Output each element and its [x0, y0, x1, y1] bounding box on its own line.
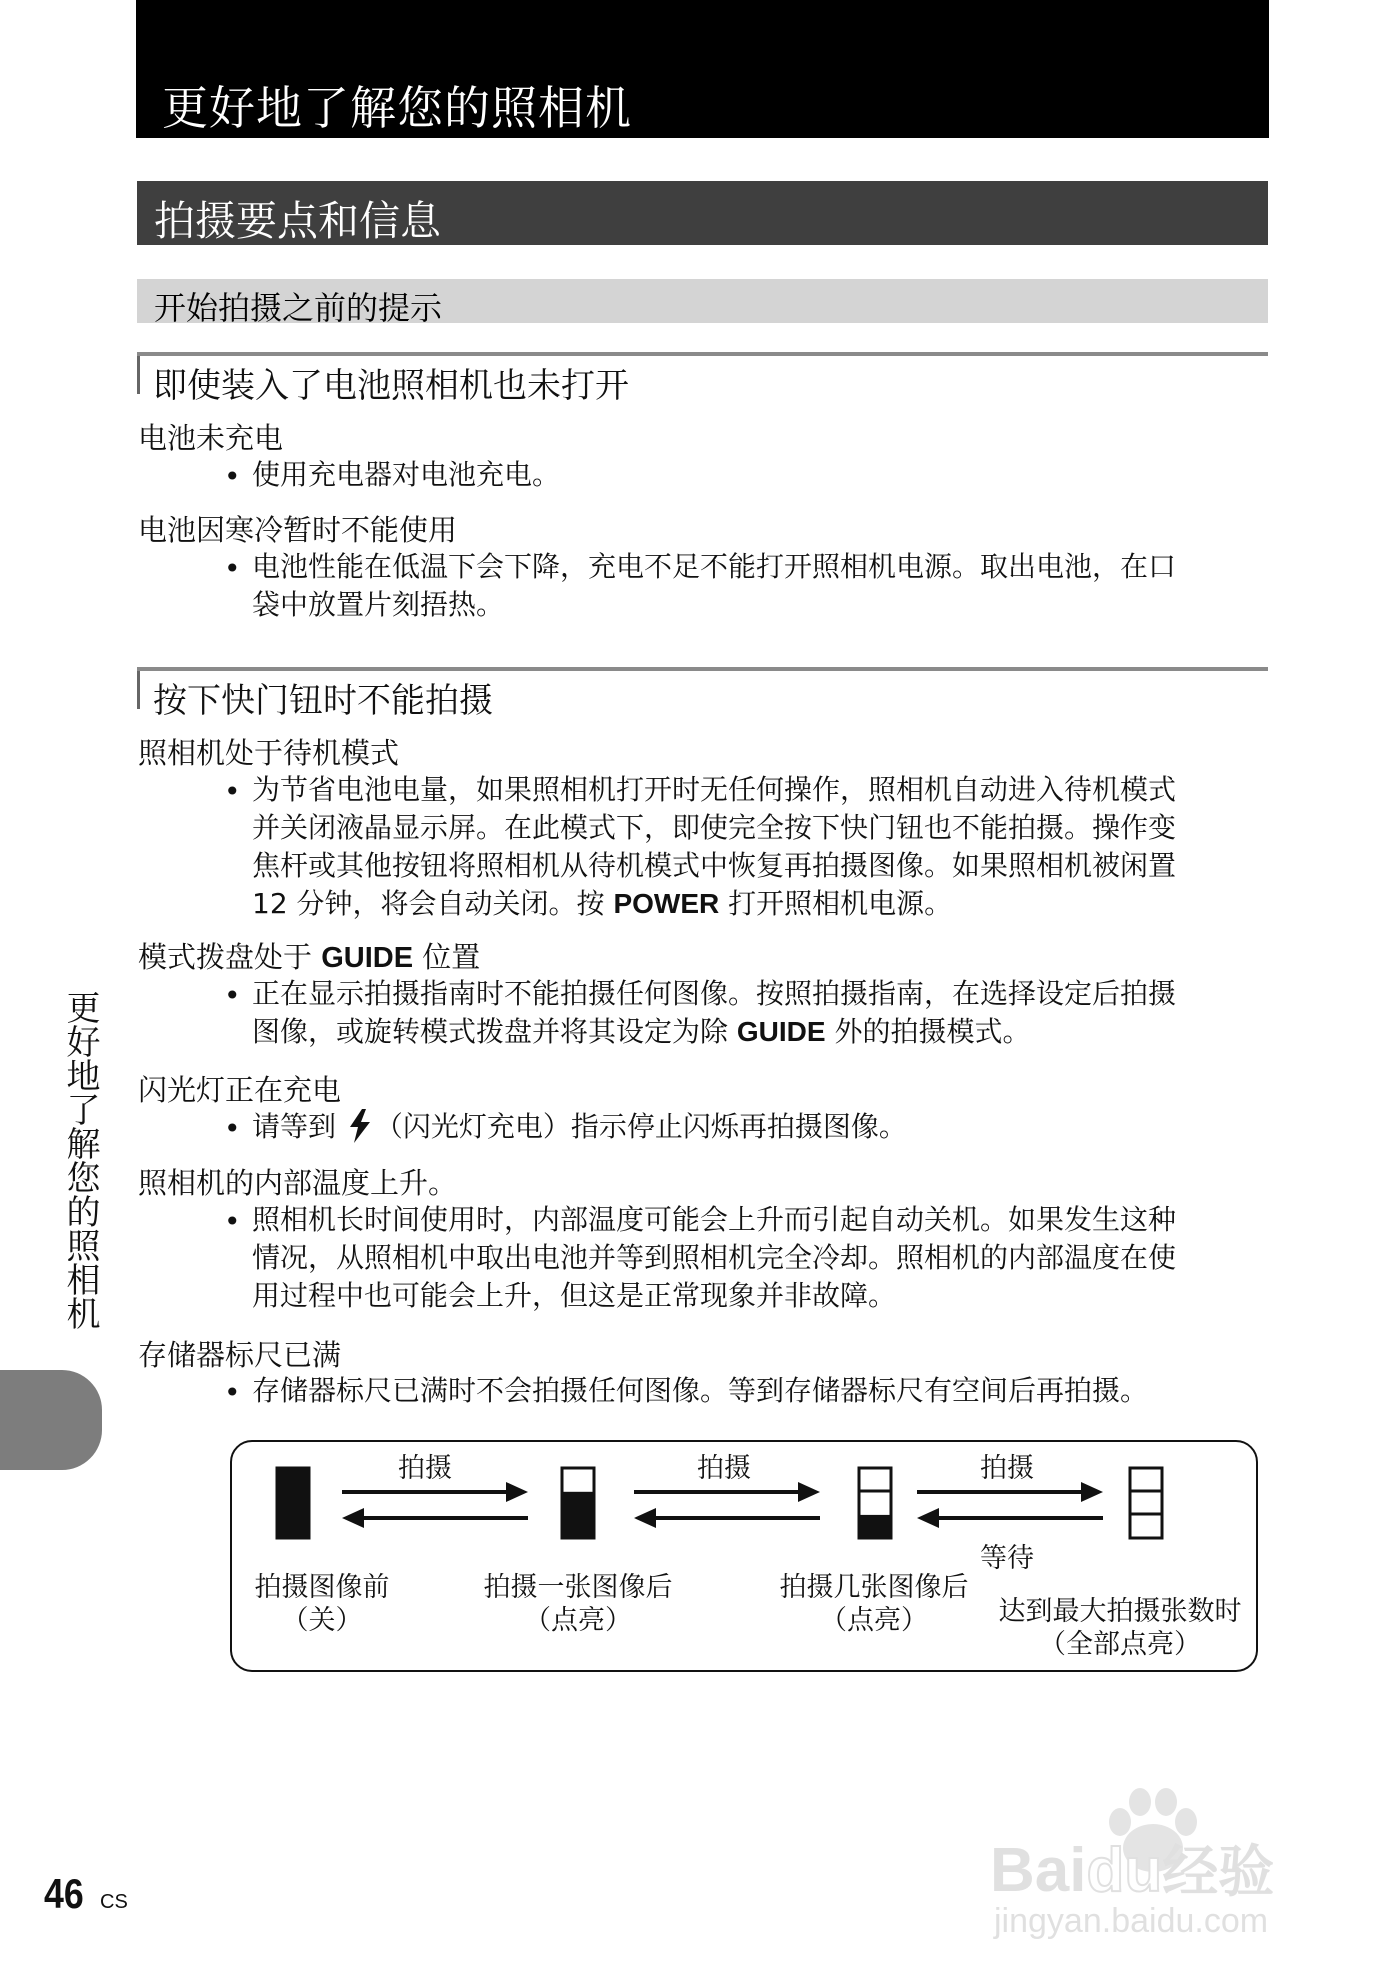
item-heading: 闪光灯正在充电	[138, 1073, 342, 1107]
shoot-arrow-icon	[915, 1478, 1105, 1532]
wait-label: 等待	[980, 1543, 1034, 1574]
memory-gauge-icon	[560, 1466, 596, 1540]
memory-gauge-icon	[275, 1466, 311, 1540]
topic-title: 按下快门钮时不能拍摄	[153, 681, 493, 721]
bullet-text: 请等到 （闪光灯充电）指示停止闪烁再拍摄图像。	[252, 1110, 907, 1143]
state-label: 拍摄图像前	[254, 1572, 390, 1603]
bullet-text: 正在显示拍摄指南时不能拍摄任何图像。按照拍摄指南，在选择设定后拍摄 图像，或旋转模式拨盘并将其设定为除 GUIDE 外的拍摄模式。	[252, 977, 1177, 1048]
item-heading: 存储器标尺已满	[138, 1338, 342, 1372]
chapter-title: 更好地了解您的照相机	[162, 81, 632, 135]
bullet-text: 电池性能在低温下会下降，充电不足不能打开照相机电源。取出电池，在口 袋中放置片刻捂热。	[252, 550, 1177, 621]
arrow-label: 拍摄	[398, 1453, 452, 1484]
page-number: 46	[44, 1870, 84, 1917]
bullet-text: 使用充电器对电池充电。	[252, 458, 561, 491]
bullet-text: 照相机长时间使用时，内部温度可能会上升而引起自动关机。如果发生这种 情况，从照相机中取出电池并等到照相机完全冷却。照相机的内部温度在使 用过程中也可能会上升，但这是正常现象并非故障。	[252, 1203, 1177, 1312]
bullet-dot: •	[224, 460, 241, 493]
state-sublabel: （关）	[281, 1605, 363, 1636]
guide-mode-label: GUIDE	[321, 942, 414, 974]
item-heading: 照相机处于待机模式	[138, 736, 400, 770]
power-button-label: POWER	[613, 888, 720, 919]
guide-mode-label: GUIDE	[736, 1016, 826, 1047]
arrow-label: 拍摄	[697, 1453, 751, 1484]
state-label: 达到最大拍摄张数时	[998, 1596, 1242, 1627]
item-heading: 模式拨盘处于 GUIDE 位置	[138, 940, 481, 974]
bullet-text: 为节省电池电量，如果照相机打开时无任何操作，照相机自动进入待机模式 并关闭液晶显示屏。在此模式下，即使完全按下快门钮也不能拍摄。操作变 焦杆或其他按钮将照相机从待机模式中恢复再拍摄图像。如果照相机被闲置 12 分钟，将会自动关闭。按 POWER 打开照相机电源。	[252, 773, 1177, 920]
topic-divider	[137, 667, 1268, 671]
shoot-arrow-icon	[340, 1478, 530, 1532]
subsection-title: 开始拍摄之前的提示	[154, 289, 443, 327]
shoot-arrow-icon	[632, 1478, 822, 1532]
memory-gauge-icon	[857, 1466, 893, 1540]
memory-gauge-icon	[1128, 1466, 1164, 1540]
bullet-dot: •	[224, 1376, 241, 1409]
item-heading: 照相机的内部温度上升。	[138, 1166, 458, 1200]
item-heading: 电池未充电	[138, 421, 284, 455]
bullet-dot: •	[224, 1205, 241, 1238]
bullet-text: 存储器标尺已满时不会拍摄任何图像。等到存储器标尺有空间后再拍摄。	[252, 1374, 1149, 1407]
state-sublabel: （全部点亮）	[1039, 1629, 1201, 1660]
state-sublabel: （点亮）	[524, 1605, 632, 1636]
state-label: 拍摄一张图像后	[483, 1572, 673, 1603]
arrow-label: 拍摄	[980, 1453, 1034, 1484]
topic-marker	[137, 356, 140, 394]
item-heading: 电池因寒冷暂时不能使用	[138, 513, 458, 547]
section-title: 拍摄要点和信息	[154, 197, 441, 245]
bullet-dot: •	[224, 552, 241, 585]
side-chapter-tab	[0, 1370, 102, 1470]
flash-charge-icon	[347, 1109, 373, 1143]
page-language: CS	[100, 1891, 128, 1913]
bullet-dot: •	[224, 775, 241, 808]
topic-title: 即使装入了电池照相机也未打开	[153, 366, 629, 406]
side-chapter-label: 更好地了解您的照相机	[60, 990, 100, 1330]
state-label: 拍摄几张图像后	[779, 1572, 969, 1603]
bullet-dot: •	[224, 979, 241, 1012]
bullet-dot: •	[224, 1112, 241, 1145]
topic-divider	[137, 352, 1268, 356]
state-sublabel: （点亮）	[820, 1605, 928, 1636]
topic-marker	[137, 671, 140, 709]
